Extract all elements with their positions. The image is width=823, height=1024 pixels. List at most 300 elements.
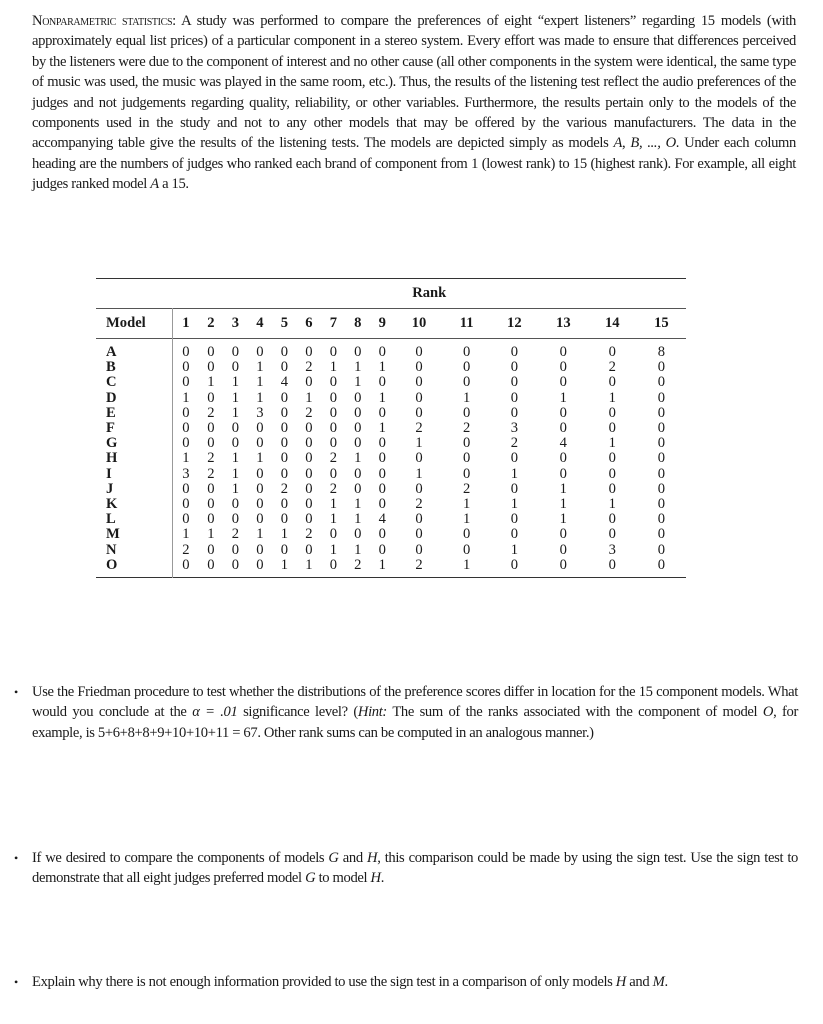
count-cell: 0 xyxy=(608,526,616,543)
count-cell: 0 xyxy=(182,344,190,360)
count-cell: 0 xyxy=(231,420,240,437)
intro-text-2: . Under each column heading are the numbers of judges who ranked each brand of component from 1 (lowest rank) to 15 (highest rank). For example, all eight judges ranked model xyxy=(32,135,796,193)
count-cell: 1 xyxy=(378,420,386,437)
count-cell: 1 xyxy=(280,526,289,543)
model-label: C xyxy=(96,375,173,390)
count-cell: 1 xyxy=(463,511,471,528)
count-cell: 1 xyxy=(510,541,518,558)
question-friedman xyxy=(14,682,798,743)
count-cell: 0 xyxy=(182,556,190,573)
count-cell: 0 xyxy=(559,404,567,421)
count-cell: 1 xyxy=(329,511,337,528)
count-cell: 0 xyxy=(354,344,362,360)
count-cell: 0 xyxy=(608,480,616,497)
count-cell: 0 xyxy=(608,450,616,467)
alpha-value: α = .01 xyxy=(192,704,238,721)
rank-column-header: 5 xyxy=(280,315,289,331)
model-header: Model xyxy=(96,309,173,339)
count-cell: 0 xyxy=(354,420,362,437)
count-cell: 0 xyxy=(415,404,423,421)
count-cell: 1 xyxy=(231,389,240,406)
rank-column-header: 3 xyxy=(231,315,240,331)
rank-header-row xyxy=(96,279,686,309)
count-cell: 1 xyxy=(378,389,386,406)
model-ref: M xyxy=(652,974,665,990)
count-cell: 1 xyxy=(231,404,240,421)
count-cell: 0 xyxy=(510,480,518,497)
model-label: I xyxy=(96,467,173,482)
rank-column-header: 13 xyxy=(556,315,571,331)
count-cell: 0 xyxy=(256,496,264,513)
count-cell: 0 xyxy=(510,556,518,573)
model-label: G xyxy=(96,436,173,451)
intro-text-1: A study was performed to compare the preferences of eight “expert listeners” regarding 15 models (with approximately equal list prices) of a particular component in a stereo system. Every effort was made to ensure that differences perceived by the listeners were due to the component of interest and no other cause (all other components in the system were identical, the same type of music was used, the music was played in the same room, etc.). Thus, the results of the listening test reflect the audio preferences of the judges and not judgements regarding quality, reliability, or other variables. Furthermore, the results pertain only to the models of the components used in the study and not to any other models that may be offered by the various manufacturers. The data in the accompanying table give the results of the listening tests. The models are depicted simply as models xyxy=(32,13,796,152)
count-cell: 0 xyxy=(207,511,215,528)
count-cell: 0 xyxy=(510,389,518,406)
count-cell: 0 xyxy=(608,556,616,573)
column-header-row xyxy=(96,309,686,339)
count-cell: 0 xyxy=(354,404,362,421)
count-cell: 1 xyxy=(256,374,264,391)
count-cell: 0 xyxy=(608,344,616,360)
count-cell: 0 xyxy=(256,480,264,497)
rank-column-header: 14 xyxy=(605,315,620,331)
count-cell: 0 xyxy=(280,359,289,376)
model-label: E xyxy=(96,406,173,421)
model-label: A xyxy=(96,339,173,361)
count-cell: 1 xyxy=(256,359,264,376)
count-cell: 0 xyxy=(329,465,337,482)
count-cell: 0 xyxy=(463,404,471,421)
table-row xyxy=(96,375,686,390)
count-cell: 1 xyxy=(415,465,423,482)
count-cell: 0 xyxy=(256,344,264,360)
model-ref: O xyxy=(762,704,774,721)
count-cell: 0 xyxy=(231,359,240,376)
count-cell: 0 xyxy=(510,450,518,467)
table-row xyxy=(96,482,686,497)
count-cell: 0 xyxy=(415,541,423,558)
count-cell: 1 xyxy=(182,526,190,543)
count-cell: 0 xyxy=(354,435,362,452)
text-segment: to model xyxy=(315,870,371,887)
count-cell: 0 xyxy=(354,526,362,543)
count-cell: 0 xyxy=(305,435,313,452)
text-segment: . xyxy=(664,974,668,990)
count-cell: 0 xyxy=(329,526,337,543)
count-cell: 0 xyxy=(305,541,313,558)
rank-table-container xyxy=(96,278,686,578)
count-cell: 1 xyxy=(608,435,616,452)
count-cell: 0 xyxy=(657,359,666,376)
count-cell: 0 xyxy=(182,496,190,513)
count-cell: 0 xyxy=(608,465,616,482)
count-cell: 1 xyxy=(329,359,337,376)
count-cell: 0 xyxy=(207,420,215,437)
text-segment: Use the Friedman procedure to test whether the distributions of the preference scores differ in location for the 15 component models. What would you conclude at the xyxy=(32,684,798,721)
count-cell: 0 xyxy=(305,465,313,482)
count-cell: 1 xyxy=(559,511,567,528)
count-cell: 0 xyxy=(280,389,289,406)
count-cell: 4 xyxy=(378,511,386,528)
intro-text-3: a 15. xyxy=(158,176,189,193)
count-cell: 0 xyxy=(559,450,567,467)
count-cell: 0 xyxy=(280,404,289,421)
rank-column-header: 10 xyxy=(411,315,427,331)
count-cell: 0 xyxy=(182,480,190,497)
count-cell: 1 xyxy=(231,450,240,467)
rank-column-header: 4 xyxy=(256,315,264,331)
count-cell: 2 xyxy=(608,359,616,376)
rank-header: Rank xyxy=(412,285,447,301)
table-row xyxy=(96,527,686,542)
table-row xyxy=(96,391,686,406)
count-cell: 1 xyxy=(510,465,518,482)
table-row xyxy=(96,543,686,558)
count-cell: 0 xyxy=(280,511,289,528)
count-cell: 1 xyxy=(354,374,362,391)
count-cell: 0 xyxy=(463,359,471,376)
model-label: J xyxy=(96,482,173,497)
count-cell: 0 xyxy=(559,465,567,482)
count-cell: 4 xyxy=(559,435,567,452)
bullet-icon: • xyxy=(14,685,18,699)
count-cell: 0 xyxy=(657,541,666,558)
rank-column-header: 15 xyxy=(654,315,669,331)
model-label: L xyxy=(96,512,173,527)
count-cell: 1 xyxy=(608,496,616,513)
count-cell: 0 xyxy=(182,511,190,528)
count-cell: 1 xyxy=(510,496,518,513)
count-cell: 0 xyxy=(305,450,313,467)
count-cell: 1 xyxy=(207,374,215,391)
model-ref: H xyxy=(615,974,626,990)
count-cell: 0 xyxy=(378,480,386,497)
count-cell: 3 xyxy=(608,541,616,558)
count-cell: 1 xyxy=(415,435,423,452)
count-cell: 0 xyxy=(657,435,666,452)
count-cell: 2 xyxy=(231,526,240,543)
count-cell: 0 xyxy=(415,359,423,376)
count-cell: 0 xyxy=(463,541,471,558)
count-cell: 4 xyxy=(280,374,289,391)
count-cell: 0 xyxy=(378,526,386,543)
question-text xyxy=(32,682,798,743)
problem-title: Nonparametric statistics: xyxy=(32,13,176,29)
count-cell: 0 xyxy=(559,374,567,391)
count-cell: 1 xyxy=(280,556,289,573)
text-segment: Explain why there is not enough information provided to use the sign test in a comparison of only models xyxy=(32,974,616,990)
count-cell: 1 xyxy=(182,389,190,406)
model-label: B xyxy=(96,360,173,375)
table-row xyxy=(96,421,686,436)
rank-column-header: 1 xyxy=(182,315,190,331)
count-cell: 0 xyxy=(559,359,567,376)
count-cell: 0 xyxy=(657,526,666,543)
problem-paragraph xyxy=(6,11,796,195)
table-row xyxy=(96,436,686,451)
table-row xyxy=(96,406,686,421)
count-cell: 1 xyxy=(463,496,471,513)
count-cell: 0 xyxy=(305,480,313,497)
count-cell: 0 xyxy=(415,511,423,528)
count-cell: 0 xyxy=(608,420,616,437)
table-row xyxy=(96,467,686,482)
count-cell: 0 xyxy=(231,541,240,558)
count-cell: 0 xyxy=(207,496,215,513)
count-cell: 0 xyxy=(378,344,386,360)
count-cell: 0 xyxy=(182,404,190,421)
rank-column-header: 6 xyxy=(305,315,313,331)
count-cell: 0 xyxy=(329,404,337,421)
count-cell: 0 xyxy=(329,435,337,452)
count-cell: 0 xyxy=(608,404,616,421)
count-cell: 0 xyxy=(231,511,240,528)
count-cell: 0 xyxy=(378,450,386,467)
count-cell: 2 xyxy=(280,480,289,497)
count-cell: 0 xyxy=(657,450,666,467)
count-cell: 0 xyxy=(329,556,337,573)
text-segment: The sum of the ranks associated with the component of model xyxy=(386,704,763,721)
hint-label: Hint: xyxy=(357,704,387,721)
count-cell: 0 xyxy=(207,435,215,452)
count-cell: 0 xyxy=(415,480,423,497)
count-cell: 1 xyxy=(559,389,567,406)
count-cell: 0 xyxy=(280,450,289,467)
rank-column-header: 12 xyxy=(507,315,522,331)
model-label: M xyxy=(96,527,173,542)
count-cell: 0 xyxy=(657,465,666,482)
rank-column-header: 9 xyxy=(378,315,386,331)
count-cell: 2 xyxy=(207,450,215,467)
table-row xyxy=(96,497,686,512)
rank-table xyxy=(96,278,686,578)
count-cell: 0 xyxy=(280,465,289,482)
count-cell: 0 xyxy=(559,556,567,573)
count-cell: 3 xyxy=(256,404,264,421)
count-cell: 2 xyxy=(329,450,337,467)
question-text xyxy=(32,972,798,992)
count-cell: 0 xyxy=(231,435,240,452)
model-label: O xyxy=(96,558,173,578)
count-cell: 1 xyxy=(378,359,386,376)
model-label: D xyxy=(96,391,173,406)
count-cell: 0 xyxy=(231,344,240,360)
table-row xyxy=(96,339,686,361)
count-cell: 2 xyxy=(415,556,423,573)
count-cell: 1 xyxy=(354,511,362,528)
count-cell: 1 xyxy=(463,556,471,573)
count-cell: 0 xyxy=(415,389,423,406)
count-cell: 1 xyxy=(256,389,264,406)
table-body xyxy=(96,339,686,578)
count-cell: 0 xyxy=(182,420,190,437)
count-cell: 0 xyxy=(463,344,471,360)
model-label: N xyxy=(96,543,173,558)
count-cell: 2 xyxy=(510,435,518,452)
count-cell: 0 xyxy=(415,526,423,543)
count-cell: 0 xyxy=(280,541,289,558)
count-cell: 0 xyxy=(463,526,471,543)
count-cell: 1 xyxy=(559,496,567,513)
count-cell: 0 xyxy=(305,496,313,513)
count-cell: 0 xyxy=(378,435,386,452)
count-cell: 0 xyxy=(378,404,386,421)
table-row xyxy=(96,360,686,375)
text-segment: and xyxy=(338,850,368,866)
count-cell: 0 xyxy=(378,541,386,558)
count-cell: 0 xyxy=(207,344,215,360)
rank-column-header: 2 xyxy=(207,315,215,331)
count-cell: 0 xyxy=(510,404,518,421)
text-segment: and xyxy=(626,974,653,990)
count-cell: 0 xyxy=(256,465,264,482)
count-cell: 0 xyxy=(415,450,423,467)
count-cell: 1 xyxy=(305,389,313,406)
count-cell: 0 xyxy=(207,359,215,376)
count-cell: 0 xyxy=(280,435,289,452)
count-cell: 1 xyxy=(329,541,337,558)
model-ref: G xyxy=(328,850,339,866)
count-cell: 0 xyxy=(415,344,423,360)
count-cell: 0 xyxy=(207,480,215,497)
question-sign-test-g-h xyxy=(14,848,798,889)
table-row xyxy=(96,558,686,578)
table-row xyxy=(96,451,686,466)
count-cell: 0 xyxy=(329,420,337,437)
model-label: K xyxy=(96,497,173,512)
rank-column-header: 7 xyxy=(329,315,337,331)
text-segment: If we desired to compare the components of models xyxy=(32,850,329,866)
count-cell: 1 xyxy=(231,480,240,497)
count-cell: 1 xyxy=(231,374,240,391)
count-cell: 0 xyxy=(378,465,386,482)
model-label: F xyxy=(96,421,173,436)
count-cell: 0 xyxy=(608,511,616,528)
model-ref: H xyxy=(370,870,381,887)
count-cell: 2 xyxy=(207,404,215,421)
count-cell: 0 xyxy=(231,496,240,513)
count-cell: 0 xyxy=(256,511,264,528)
count-cell: 0 xyxy=(207,389,215,406)
count-cell: 0 xyxy=(182,374,190,391)
blank-header-cell xyxy=(96,279,173,309)
count-cell: 3 xyxy=(510,420,518,437)
count-cell: 0 xyxy=(354,389,362,406)
table-row xyxy=(96,512,686,527)
count-cell: 0 xyxy=(378,496,386,513)
count-cell: 0 xyxy=(305,511,313,528)
count-cell: 1 xyxy=(207,526,215,543)
count-cell: 0 xyxy=(510,344,518,360)
text-segment: , for example, is 5+6+8+8+9+10+10+11 = 67. Other rank sums can be computed in an analogous manner.) xyxy=(32,704,798,741)
model-label: H xyxy=(96,451,173,466)
count-cell: 0 xyxy=(559,344,567,360)
count-cell: 0 xyxy=(510,511,518,528)
rank-column-header: 11 xyxy=(459,315,474,331)
count-cell: 3 xyxy=(182,465,190,482)
count-cell: 2 xyxy=(305,526,313,543)
count-cell: 1 xyxy=(231,465,240,482)
count-cell: 0 xyxy=(463,465,471,482)
count-cell: 0 xyxy=(657,556,666,573)
count-cell: 0 xyxy=(354,465,362,482)
count-cell: 0 xyxy=(657,389,666,406)
model-ref: H xyxy=(367,850,378,866)
count-cell: 1 xyxy=(305,556,313,573)
count-cell: 0 xyxy=(231,556,240,573)
count-cell: 0 xyxy=(657,496,666,513)
count-cell: 2 xyxy=(329,480,337,497)
count-cell: 0 xyxy=(305,344,313,360)
count-cell: 0 xyxy=(280,496,289,513)
count-cell: 1 xyxy=(329,496,337,513)
count-cell: 0 xyxy=(608,374,616,391)
count-cell: 0 xyxy=(657,374,666,391)
bullet-icon: • xyxy=(14,851,18,865)
count-cell: 0 xyxy=(256,541,264,558)
question-text xyxy=(32,848,798,889)
count-cell: 0 xyxy=(415,374,423,391)
count-cell: 1 xyxy=(354,496,362,513)
intro-models: A, B, ..., O xyxy=(613,135,676,152)
count-cell: 0 xyxy=(207,541,215,558)
count-cell: 2 xyxy=(415,420,423,437)
count-cell: 0 xyxy=(559,541,567,558)
count-cell: 0 xyxy=(657,480,666,497)
count-cell: 1 xyxy=(256,450,264,467)
count-cell: 1 xyxy=(354,541,362,558)
count-cell: 2 xyxy=(354,556,362,573)
count-cell: 0 xyxy=(463,435,471,452)
count-cell: 0 xyxy=(182,359,190,376)
text-segment: significance level? ( xyxy=(237,704,358,721)
count-cell: 2 xyxy=(305,359,313,376)
count-cell: 0 xyxy=(182,435,190,452)
bullet-icon: • xyxy=(14,975,18,989)
count-cell: 0 xyxy=(354,480,362,497)
count-cell: 0 xyxy=(280,344,289,360)
count-cell: 0 xyxy=(305,420,313,437)
count-cell: 0 xyxy=(280,420,289,437)
count-cell: 0 xyxy=(329,344,337,360)
count-cell: 0 xyxy=(559,420,567,437)
count-cell: 1 xyxy=(182,450,190,467)
count-cell: 0 xyxy=(256,420,264,437)
intro-model-a: A xyxy=(150,176,159,193)
count-cell: 0 xyxy=(329,374,337,391)
count-cell: 2 xyxy=(463,480,471,497)
count-cell: 0 xyxy=(657,404,666,421)
count-cell: 1 xyxy=(559,480,567,497)
count-cell: 0 xyxy=(657,511,666,528)
count-cell: 0 xyxy=(305,374,313,391)
count-cell: 0 xyxy=(329,389,337,406)
count-cell: 0 xyxy=(510,374,518,391)
count-cell: 0 xyxy=(256,556,264,573)
count-cell: 1 xyxy=(378,556,386,573)
model-ref: G xyxy=(305,870,316,887)
count-cell: 8 xyxy=(657,344,666,360)
count-cell: 0 xyxy=(463,450,471,467)
question-sign-test-h-m xyxy=(14,972,798,992)
text-segment: . xyxy=(380,870,385,887)
count-cell: 1 xyxy=(354,359,362,376)
count-cell: 0 xyxy=(378,374,386,391)
count-cell: 2 xyxy=(415,496,423,513)
count-cell: 0 xyxy=(510,526,518,543)
problem-statement xyxy=(6,11,796,195)
